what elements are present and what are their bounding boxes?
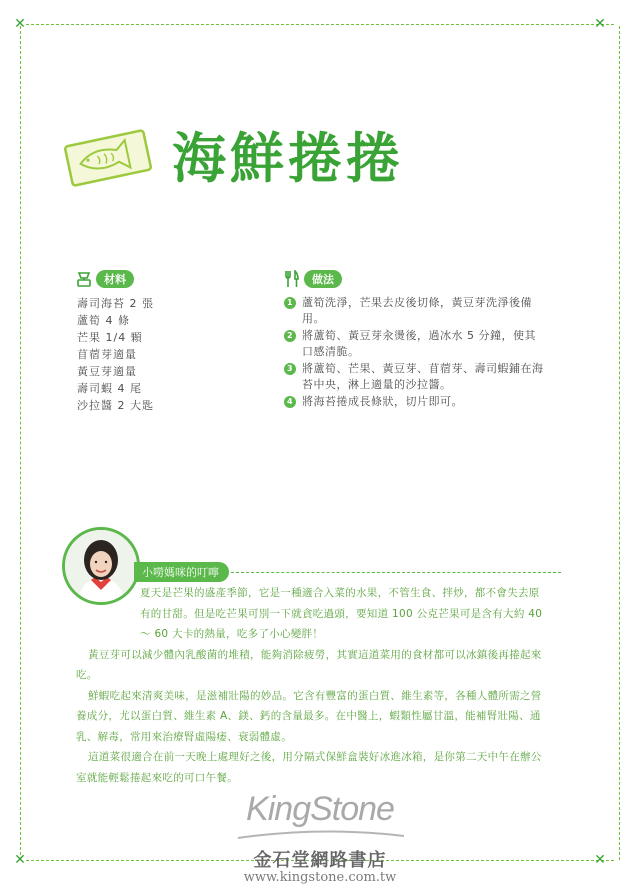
tip-paragraph: 鮮蝦吃起來清爽美味，是滋補壯陽的妙品。它含有豐富的蛋白質、維生素等，各種人體所需之營養成分，尤以蛋白質、維生素 A、鎂、鈣的含量最多。在中醫上，蝦類性屬甘溫，能補腎壯陽、通乳、解毒，常用來治療腎虛陽痿、衰弱體虛。: [76, 689, 542, 743]
list-item: 蘆筍 4 條: [77, 314, 130, 327]
list-item: 壽司海苔 2 張: [77, 297, 154, 310]
cross-mark-icon: ✕: [14, 852, 26, 868]
step-number: 1: [284, 297, 296, 309]
tip-paragraph: 夏天是芒果的盛產季節，它是一種適合入菜的水果，不管生食、拌炒，都不會失去原有的甘甜。但是吃芒果可別一下就貪吃過頭，要知道 100 公克芒果可是含有大約 40 ～ 60 大卡的熱量，吃多了小心變胖！: [140, 587, 543, 640]
frame-border-left: [20, 26, 21, 860]
step-item: [284, 361, 546, 393]
step-number: 4: [284, 396, 296, 408]
frame-border-top: [26, 24, 614, 25]
store-name: 金石堂網路書店: [253, 850, 387, 871]
list-item: 沙拉醬 2 大匙: [77, 399, 154, 412]
divider: [231, 572, 561, 573]
cross-mark-icon: ✕: [594, 16, 606, 32]
cross-mark-icon: ✕: [594, 852, 606, 868]
ingredients-list: [77, 295, 154, 414]
step-text: 將蘆筍、芒果、黃豆芽、苜蓿芽、壽司蝦鋪在海苔中央，淋上適量的沙拉醬。: [302, 362, 544, 391]
step-item: [284, 394, 546, 410]
list-item: 苜蓿芽適量: [77, 348, 137, 361]
tips-body: [76, 583, 546, 788]
logo-swoosh-icon: [236, 828, 406, 842]
recipe-title: 海鮮捲捲: [172, 127, 404, 190]
list-item: 黃豆芽適量: [77, 365, 137, 378]
fish-sticker-icon: [62, 128, 154, 188]
cross-mark-icon: ✕: [14, 16, 26, 32]
step-text: 蘆筍洗淨，芒果去皮後切條，黃豆芽洗淨後備用。: [302, 296, 532, 325]
method-steps: [284, 295, 546, 411]
step-item: [284, 328, 546, 360]
kingstone-logo: KingStone: [246, 790, 394, 828]
step-number: 2: [284, 330, 296, 342]
ingredients-header: [76, 270, 134, 288]
list-item: 壽司蝦 4 尾: [77, 382, 142, 395]
step-number: 3: [284, 363, 296, 375]
tips-label: 小嘮媽咪的叮嚀: [134, 562, 229, 582]
tip-paragraph: 這道菜很適合在前一天晚上處理好之後，用分隔式保鮮盒裝好冰進冰箱，是你第二天中午在辦公室就能輕鬆捲起來吃的可口午餐。: [76, 751, 542, 784]
frame-border-right: [619, 26, 620, 860]
method-header: [284, 270, 342, 288]
list-item: 芒果 1/4 顆: [77, 331, 143, 344]
step-text: 將海苔捲成長條狀，切片即可。: [302, 395, 463, 408]
tips-header: [134, 562, 561, 582]
fork-knife-icon: [284, 270, 300, 288]
method-label: 做法: [304, 270, 342, 288]
tip-paragraph: 黃豆芽可以減少體內乳酸菌的堆積，能夠消除疲勞，其實這道菜用的食材都可以冰鎮後再捲起來吃。: [76, 648, 542, 681]
ingredients-label: 材料: [96, 270, 134, 288]
store-url: www.kingstone.com.tw: [243, 870, 397, 885]
scale-icon: [76, 270, 92, 288]
step-item: [284, 295, 546, 327]
step-text: 將蘆筍、黃豆芽汆燙後，過冰水 5 分鐘，使其口感清脆。: [302, 329, 536, 358]
